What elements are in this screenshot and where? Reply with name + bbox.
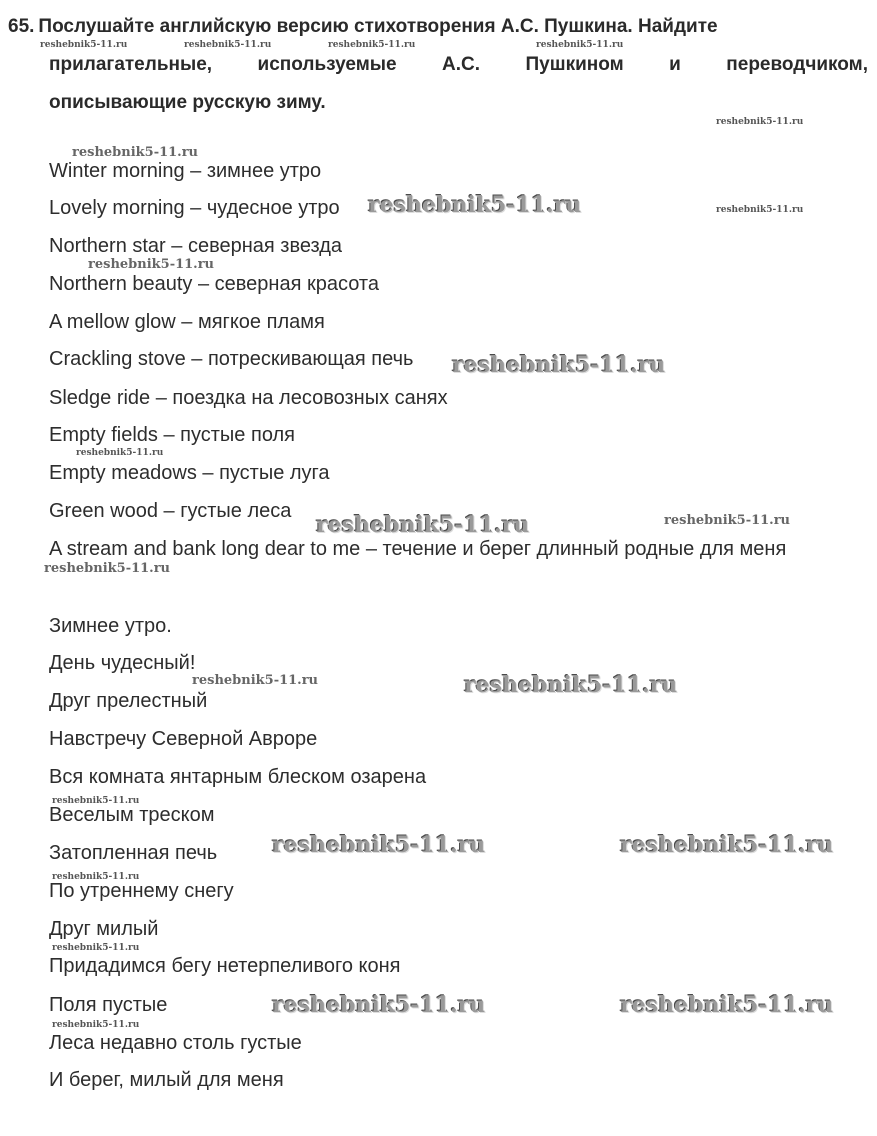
pair-line: A stream and bank long dear to me – течение и берег длинный родные для меня xyxy=(49,538,787,560)
pair-line: Northern beauty – северная красота xyxy=(49,273,379,295)
pair-line: Crackling stove – потрескивающая печь xyxy=(49,348,414,370)
watermark: reshebnik5-11.ru xyxy=(536,40,624,50)
pair-line: A mellow glow – мягкое пламя xyxy=(49,311,325,333)
pair-line: Northern star – северная звезда xyxy=(49,235,343,257)
watermark: reshebnik5-11.ru xyxy=(44,561,171,576)
pair-line: Green wood – густые леса xyxy=(49,500,292,522)
task-number: 65. xyxy=(8,16,35,37)
watermark: reshebnik5-11.ru xyxy=(452,352,666,378)
pair-line: Winter morning – зимнее утро xyxy=(49,160,322,182)
watermark: reshebnik5-11.ru xyxy=(272,832,486,858)
watermark: reshebnik5-11.ru xyxy=(40,40,128,50)
poem-line: Леса недавно столь густые xyxy=(49,1032,302,1054)
watermark: reshebnik5-11.ru xyxy=(716,117,804,127)
watermark: reshebnik5-11.ru xyxy=(464,672,678,698)
watermark: reshebnik5-11.ru xyxy=(192,673,319,688)
watermark: reshebnik5-11.ru xyxy=(620,832,834,858)
task-line-1: Послушайте английскую версию стихотворения А.С. Пушкина. Найдите xyxy=(38,16,718,37)
task-heading xyxy=(8,8,868,122)
poem-line: Друг милый xyxy=(49,918,159,940)
poem-line: И берег, милый для меня xyxy=(49,1069,284,1091)
task-line-3: описывающие русскую зиму. xyxy=(49,92,326,113)
poem-line: Навстречу Северной Авроре xyxy=(49,728,318,750)
poem-line: По утреннему снегу xyxy=(49,880,234,902)
poem-line: Поля пустые xyxy=(49,994,168,1016)
poem-line: Зимнее утро. xyxy=(49,615,172,637)
watermark: reshebnik5-11.ru xyxy=(620,992,834,1018)
watermark: reshebnik5-11.ru xyxy=(316,512,530,538)
task-line-2: прилагательные, используемые А.С. Пушкином и переводчиком, xyxy=(49,54,868,75)
pair-line: Empty meadows – пустые луга xyxy=(49,462,330,484)
poem-line: Затопленная печь xyxy=(49,842,218,864)
watermark: reshebnik5-11.ru xyxy=(88,257,215,272)
poem-line: Вся комната янтарным блеском озарена xyxy=(49,766,427,788)
watermark: reshebnik5-11.ru xyxy=(664,513,791,528)
watermark: reshebnik5-11.ru xyxy=(272,992,486,1018)
watermark: reshebnik5-11.ru xyxy=(72,145,199,160)
watermark: reshebnik5-11.ru xyxy=(368,192,582,218)
watermark: reshebnik5-11.ru xyxy=(76,448,164,458)
poem-line: Придадимся бегу нетерпеливого коня xyxy=(49,955,401,977)
watermark: reshebnik5-11.ru xyxy=(184,40,272,50)
watermark: reshebnik5-11.ru xyxy=(52,872,140,882)
pair-line: Lovely morning – чудесное утро xyxy=(49,197,340,219)
watermark: reshebnik5-11.ru xyxy=(52,796,140,806)
poem-line: День чудесный! xyxy=(49,652,196,674)
pair-line: Sledge ride – поездка на лесовозных санях xyxy=(49,387,448,409)
poem-line: Веселым треском xyxy=(49,804,215,826)
watermark: reshebnik5-11.ru xyxy=(52,1020,140,1030)
watermark: reshebnik5-11.ru xyxy=(716,205,804,215)
watermark: reshebnik5-11.ru xyxy=(328,40,416,50)
poem-line: Друг прелестный xyxy=(49,690,208,712)
watermark: reshebnik5-11.ru xyxy=(52,943,140,953)
pair-line: Empty fields – пустые поля xyxy=(49,424,295,446)
